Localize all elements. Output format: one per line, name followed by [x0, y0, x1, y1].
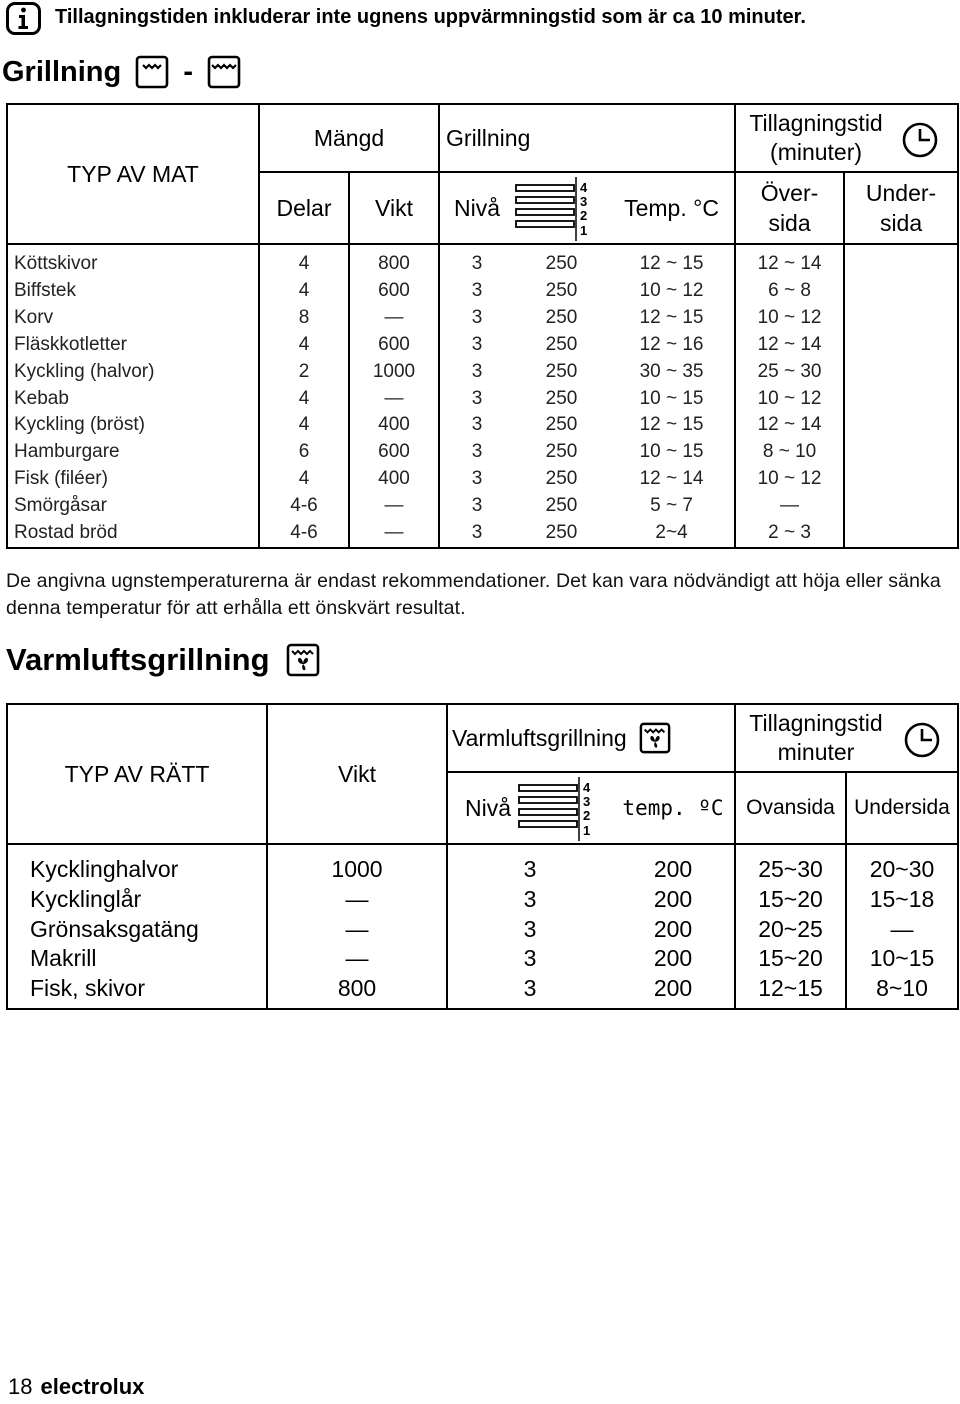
table-cell: 12 ~ 14 [735, 332, 844, 359]
convection-mode-header: Varmluftsgrillning [447, 704, 735, 772]
table-cell: 15~20 [735, 944, 846, 974]
table-cell: 1000 [267, 844, 447, 885]
table-cell: 200 [612, 944, 735, 974]
temperature-remark: De angivna ugnstemperaturerna är endast rekommendationer. Det kan vara nödvändigt att höja eller sänka denna temperatur för att erhålla ett önskvärt resultat. [6, 570, 941, 619]
row-label: Hamburgare [7, 439, 259, 466]
table-cell: 6 ~ 8 [735, 278, 844, 305]
table-cell: 10~15 [869, 945, 935, 972]
table-cell: 12~15 [735, 974, 846, 1009]
table-cell: 250 [545, 333, 578, 355]
table-cell: — [890, 915, 914, 942]
table-cell: 4 [259, 386, 349, 413]
table-cell: 12 ~ 15 [609, 244, 735, 278]
info-note-text: Tillagningstiden inkluderar inte ugnens uppvärmningstid som är ca 10 minuter. [55, 6, 806, 28]
grilling-separator: - [183, 55, 194, 88]
table-cell: 250 [545, 387, 578, 409]
table-cell: 10 ~ 15 [609, 386, 735, 413]
food-type-header: TYP AV MAT [7, 104, 259, 244]
fan-grill-icon [286, 643, 320, 677]
table-row [7, 244, 958, 278]
amount-header: Mängd [259, 104, 439, 172]
table-cell: 250 [545, 468, 578, 490]
table-row [7, 386, 958, 413]
table-cell: 3 [471, 468, 483, 490]
table-cell: 250 [545, 253, 578, 274]
table-cell: 250 [545, 360, 578, 382]
row-label: Kycklinghalvor [7, 844, 267, 885]
row-label: Kyckling (halvor) [7, 359, 259, 386]
convection-table [6, 703, 959, 1010]
table-row [7, 493, 958, 520]
table-cell: 3 [471, 522, 483, 544]
row-label: Kycklinglår [7, 885, 267, 915]
weight-header: Vikt [349, 172, 439, 244]
table-cell: 12 ~ 15 [609, 305, 735, 332]
table-cell: 3 [471, 333, 483, 355]
convection-weight-header: Vikt [267, 704, 447, 844]
row-label: Rostad bröd [7, 520, 259, 548]
table-cell: 15~18 [869, 885, 935, 912]
table-cell: 800 [349, 244, 439, 278]
convection-title: Varmluftsgrillning [6, 641, 270, 677]
table-cell: 12 ~ 14 [609, 466, 735, 493]
table-cell: — [349, 305, 439, 332]
row-label: Kebab [7, 386, 259, 413]
table-cell: 4-6 [259, 493, 349, 520]
temp-header: Temp. °C [609, 172, 735, 244]
table-row [7, 885, 958, 915]
row-label: Fläskkotletter [7, 332, 259, 359]
convection-heading [6, 640, 320, 678]
table-cell: 15~20 [735, 885, 846, 915]
oven-levels-icon [514, 175, 604, 241]
table-cell: 30 ~ 35 [609, 359, 735, 386]
info-icon [6, 2, 41, 35]
table-cell: — [349, 386, 439, 413]
table-cell: 250 [545, 279, 578, 301]
convection-top-side-header: Ovansida [735, 772, 846, 844]
table-cell: 12 ~ 15 [609, 412, 735, 439]
table-cell: 200 [612, 885, 735, 915]
convection-cook-time-header: Tillagningstid minuter [735, 704, 958, 772]
convection-level-number-4: 4 [583, 780, 591, 795]
table-cell: 250 [545, 495, 578, 517]
table-cell: 4-6 [259, 520, 349, 548]
table-cell: 3 [471, 360, 483, 382]
table-cell: 4 [259, 466, 349, 493]
convection-level-number-3: 3 [583, 794, 591, 809]
table-cell: 4 [259, 412, 349, 439]
level-icon [514, 172, 609, 244]
table-cell: 20~25 [735, 915, 846, 945]
table-row [7, 974, 958, 1009]
table-cell: 3 [471, 441, 483, 463]
grill-small-icon [135, 55, 169, 89]
table-cell: 25 ~ 30 [735, 359, 844, 386]
table-cell: 200 [612, 915, 735, 945]
row-label: Fisk, skivor [7, 974, 267, 1009]
grilling-table-body [7, 244, 958, 548]
table-cell: 250 [545, 306, 578, 328]
row-label: Korv [7, 305, 259, 332]
table-row [7, 915, 958, 945]
table-cell: 400 [349, 412, 439, 439]
convection-temp-header: temp. ºC [612, 772, 735, 844]
convection-bottom-side-header: Undersida [846, 772, 958, 844]
table-cell: — [349, 520, 439, 548]
bottom-side-header: Under- sida [844, 172, 958, 244]
table-cell: 3 [471, 306, 483, 328]
convection-level-number-1: 1 [583, 823, 591, 838]
table-cell: 20~30 [869, 856, 935, 882]
page-footer [8, 1374, 144, 1400]
table-cell: — [267, 915, 447, 945]
convection-clock-icon [903, 721, 941, 759]
table-cell: 200 [612, 844, 735, 885]
dish-type-header: TYP AV RÄTT [7, 704, 267, 844]
table-cell: 3 [523, 945, 537, 972]
table-cell: 3 [471, 414, 483, 436]
table-row [7, 844, 958, 885]
top-side-header: Över- sida [735, 172, 844, 244]
table-cell: 600 [349, 332, 439, 359]
table-cell: 10 ~ 12 [735, 305, 844, 332]
grilling-mode-header: Grillning [439, 104, 735, 172]
table-cell: 4 [259, 278, 349, 305]
table-row [7, 439, 958, 466]
row-label: Köttskivor [7, 244, 259, 278]
table-cell: 3 [471, 279, 483, 301]
table-cell: 2 ~ 3 [735, 520, 844, 548]
table-row [7, 944, 958, 974]
row-label: Grönsaksgatäng [7, 915, 267, 945]
table-cell: 2 [259, 359, 349, 386]
table-cell: 250 [545, 414, 578, 436]
table-cell: 3 [471, 253, 483, 274]
row-label: Makrill [7, 944, 267, 974]
table-cell: 10 ~ 12 [735, 386, 844, 413]
table-row [7, 412, 958, 439]
table-cell: 12 ~ 14 [735, 412, 844, 439]
convection-level-number-2: 2 [583, 808, 591, 823]
table-cell: 3 [471, 387, 483, 409]
pieces-header: Delar [259, 172, 349, 244]
table-cell: 25~30 [735, 844, 846, 885]
clock-icon [901, 121, 939, 159]
table-cell: 2~4 [609, 520, 735, 548]
table-cell: 8 [259, 305, 349, 332]
table-cell: 8~10 [876, 975, 928, 1002]
table-cell: 3 [523, 915, 537, 942]
convection-oven-levels-icon [517, 775, 607, 841]
table-row [7, 520, 958, 548]
grilling-table [6, 103, 959, 549]
table-cell: 1000 [349, 359, 439, 386]
table-cell: 250 [545, 441, 578, 463]
table-cell: 800 [267, 974, 447, 1009]
table-cell: 10 ~ 12 [609, 278, 735, 305]
convection-level-icon [517, 772, 612, 844]
table-cell: 600 [349, 439, 439, 466]
table-row [7, 466, 958, 493]
table-cell: 6 [259, 439, 349, 466]
table-cell: 5 ~ 7 [609, 493, 735, 520]
convection-table-body [7, 844, 958, 1009]
table-cell: 12 ~ 16 [609, 332, 735, 359]
table-cell: — [735, 493, 844, 520]
table-cell: 3 [523, 975, 537, 1002]
row-label: Kyckling (bröst) [7, 412, 259, 439]
level-number-2: 2 [580, 208, 588, 223]
level-header: Nivå [439, 172, 514, 244]
info-note [0, 0, 960, 40]
page-number: 18 [8, 1374, 33, 1399]
table-cell: 3 [523, 856, 537, 882]
row-label: Biffstek [7, 278, 259, 305]
table-cell: 400 [349, 466, 439, 493]
level-number-1: 1 [580, 223, 588, 238]
table-cell: 10 ~ 15 [609, 439, 735, 466]
table-cell: 250 [545, 522, 578, 544]
table-cell: — [267, 885, 447, 915]
table-cell: 600 [349, 278, 439, 305]
level-number-4: 4 [580, 180, 588, 195]
table-cell: 4 [259, 332, 349, 359]
table-cell: 4 [259, 244, 349, 278]
table-cell: 12 ~ 14 [735, 244, 844, 278]
table-cell: 200 [612, 974, 735, 1009]
table-row [7, 359, 958, 386]
brand-name: electrolux [40, 1374, 145, 1399]
grill-full-icon [207, 55, 241, 89]
table-row [7, 305, 958, 332]
table-cell: 3 [523, 885, 537, 912]
table-row [7, 278, 958, 305]
grilling-title: Grillning [2, 55, 122, 88]
row-label: Fisk (filéer) [7, 466, 259, 493]
cook-time-header: Tillagningstid (minuter) [735, 104, 958, 172]
convection-level-header: Nivå [447, 772, 517, 844]
table-cell: — [349, 493, 439, 520]
grilling-heading [2, 55, 241, 89]
level-number-3: 3 [580, 194, 588, 209]
table-row [7, 332, 958, 359]
table-cell: 8 ~ 10 [735, 439, 844, 466]
table-cell: 3 [471, 495, 483, 517]
row-label: Smörgåsar [7, 493, 259, 520]
table-cell: 10 ~ 12 [735, 466, 844, 493]
table-cell: — [267, 944, 447, 974]
fan-grill-small-icon [639, 722, 671, 754]
